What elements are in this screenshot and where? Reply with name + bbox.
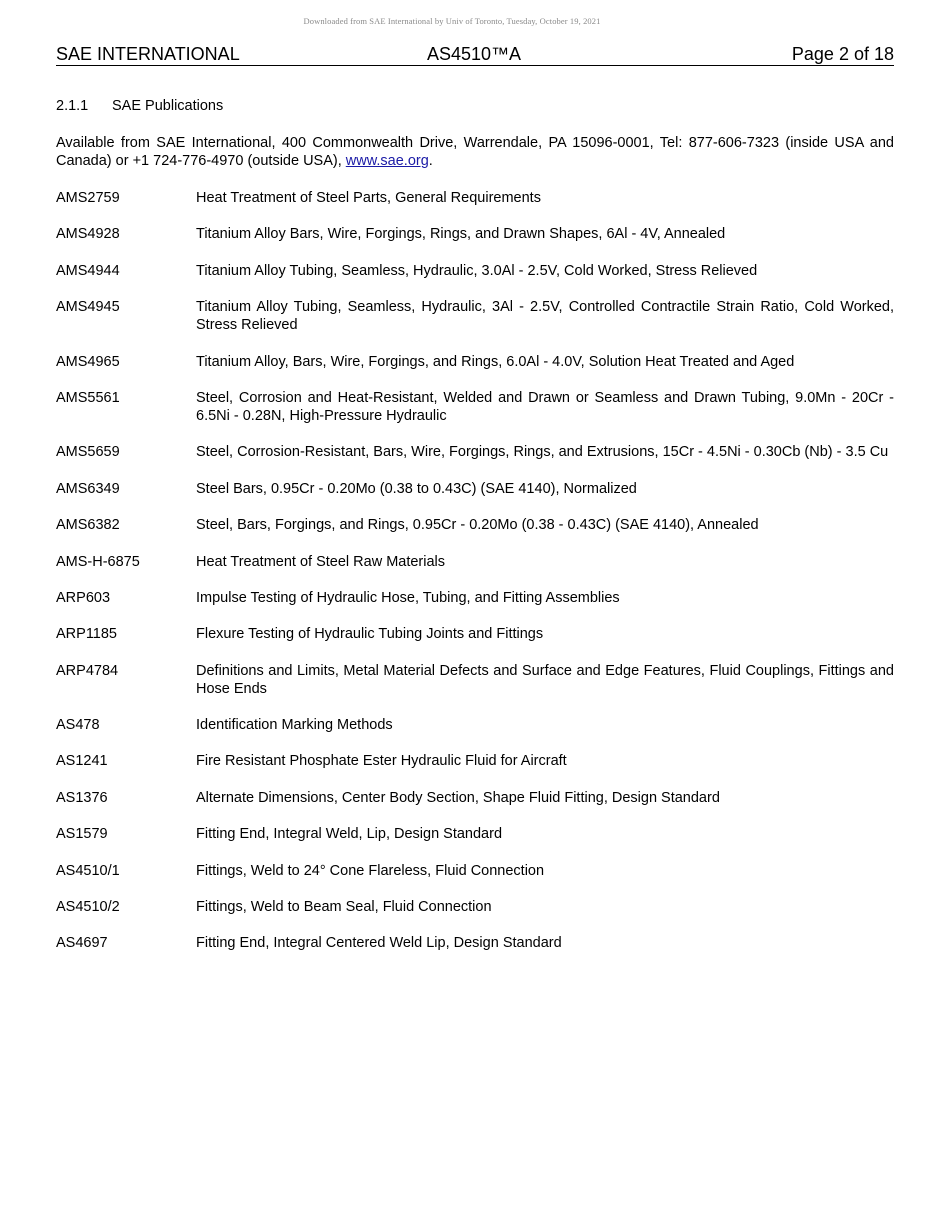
reference-row [56,862,894,880]
reference-code: AMS6382 [56,517,120,534]
reference-title: Fitting End, Integral Centered Weld Lip, Design Standard [196,935,562,952]
reference-row [56,553,894,571]
reference-title: Impulse Testing of Hydraulic Hose, Tubing, and Fitting Assemblies [196,589,620,606]
reference-row [56,898,894,916]
reference-list [56,189,894,971]
reference-code: AMS4944 [56,262,120,279]
reference-code: AS478 [56,717,100,734]
reference-row [56,716,894,734]
reference-code: AMS5659 [56,444,120,461]
reference-title: Steel, Corrosion-Resistant, Bars, Wire, Forgings, Rings, and Extrusions, 15Cr - 4.5Ni - 0.30Cb (Nb) - 3.5 Cu [196,444,889,461]
reference-row [56,625,894,643]
download-watermark: Downloaded from SAE International by Univ of Toronto, Tuesday, October 19, 2021 [303,16,601,26]
reference-title: Titanium Alloy Tubing, Seamless, Hydraulic, 3Al - 2.5V, Controlled Contractile Strain Ratio, Cold Worked, Stress Relieved [196,299,894,334]
section-heading [56,98,223,114]
sae-website-link[interactable]: www.sae.org [345,153,429,169]
page-header [56,43,894,66]
header-page-number: Page 2 of 18 [791,44,894,64]
reference-row [56,225,894,243]
intro-paragraph [56,134,894,170]
section-title: SAE Publications [112,98,224,114]
reference-code: ARP1185 [56,626,117,643]
reference-row [56,389,894,425]
reference-code: AMS4945 [56,299,120,316]
intro-end: . [428,153,433,169]
reference-title: Steel, Corrosion and Heat-Resistant, Welded and Drawn or Seamless and Drawn Tubing, 9.0Mn - 20Cr - 6.5Ni - 0.28N, High-Pressure Hydraulic [196,389,894,424]
reference-title: Fittings, Weld to Beam Seal, Fluid Connection [196,899,492,916]
reference-code: ARP4784 [56,662,119,679]
reference-row [56,825,894,843]
reference-title: Heat Treatment of Steel Raw Materials [196,553,446,570]
reference-code: AS1376 [56,789,108,806]
reference-title: Steel Bars, 0.95Cr - 0.20Mo (0.38 to 0.43C) (SAE 4140), Normalized [196,480,637,497]
reference-row [56,589,894,607]
reference-code: AMS6349 [56,480,120,497]
reference-code: AMS4928 [56,226,120,243]
reference-row [56,662,894,698]
reference-code: AS4510/1 [56,862,120,879]
reference-row [56,298,894,334]
reference-row [56,262,894,280]
reference-title: Identification Marking Methods [196,717,393,734]
reference-row [56,353,894,371]
reference-title: Titanium Alloy, Bars, Wire, Forgings, and Rings, 6.0Al - 4.0V, Solution Heat Treated and Aged [196,353,795,370]
reference-code: AMS5561 [56,389,120,406]
header-organization: SAE INTERNATIONAL [56,44,240,64]
reference-row [56,752,894,770]
reference-code: ARP603 [56,589,111,606]
reference-code: AS4697 [56,935,108,952]
reference-title: Heat Treatment of Steel Parts, General Requirements [196,190,541,206]
reference-code: AMS2759 [56,190,120,206]
header-document-number: AS4510™A [427,44,522,64]
reference-row [56,443,894,461]
section-number: 2.1.1 [56,98,89,114]
reference-title: Titanium Alloy Tubing, Seamless, Hydraulic, 3.0Al - 2.5V, Cold Worked, Stress Relieved [196,262,758,279]
reference-row [56,189,894,207]
reference-row [56,789,894,807]
reference-code: AS1579 [56,826,108,843]
reference-code: AMS4965 [56,353,120,370]
reference-title: Flexure Testing of Hydraulic Tubing Joints and Fittings [196,626,544,643]
reference-title: Alternate Dimensions, Center Body Section, Shape Fluid Fitting, Design Standard [196,789,720,806]
reference-title: Fire Resistant Phosphate Ester Hydraulic Fluid for Aircraft [196,753,567,770]
reference-row [56,516,894,534]
reference-code: AS1241 [56,753,108,770]
reference-title: Steel, Bars, Forgings, and Rings, 0.95Cr - 0.20Mo (0.38 - 0.43C) (SAE 4140), Annealed [196,517,759,534]
reference-title: Fittings, Weld to 24° Cone Flareless, Fluid Connection [196,862,545,879]
reference-row [56,934,894,952]
reference-title: Fitting End, Integral Weld, Lip, Design Standard [196,826,503,843]
intro-text: Available from SAE International, 400 Commonwealth Drive, Warrendale, PA 15096-0001, Tel: 877-606-7323 (inside USA and Canada) or +1 724-776-4970 (outside USA), [56,135,894,169]
reference-title: Titanium Alloy Bars, Wire, Forgings, Rings, and Drawn Shapes, 6Al - 4V, Annealed [196,226,726,243]
reference-title: Definitions and Limits, Metal Material Defects and Surface and Edge Features, Fluid Couplings, Fittings and Hose Ends [196,662,894,697]
reference-code: AMS-H-6875 [56,553,140,570]
reference-row [56,480,894,498]
reference-code: AS4510/2 [56,899,120,916]
